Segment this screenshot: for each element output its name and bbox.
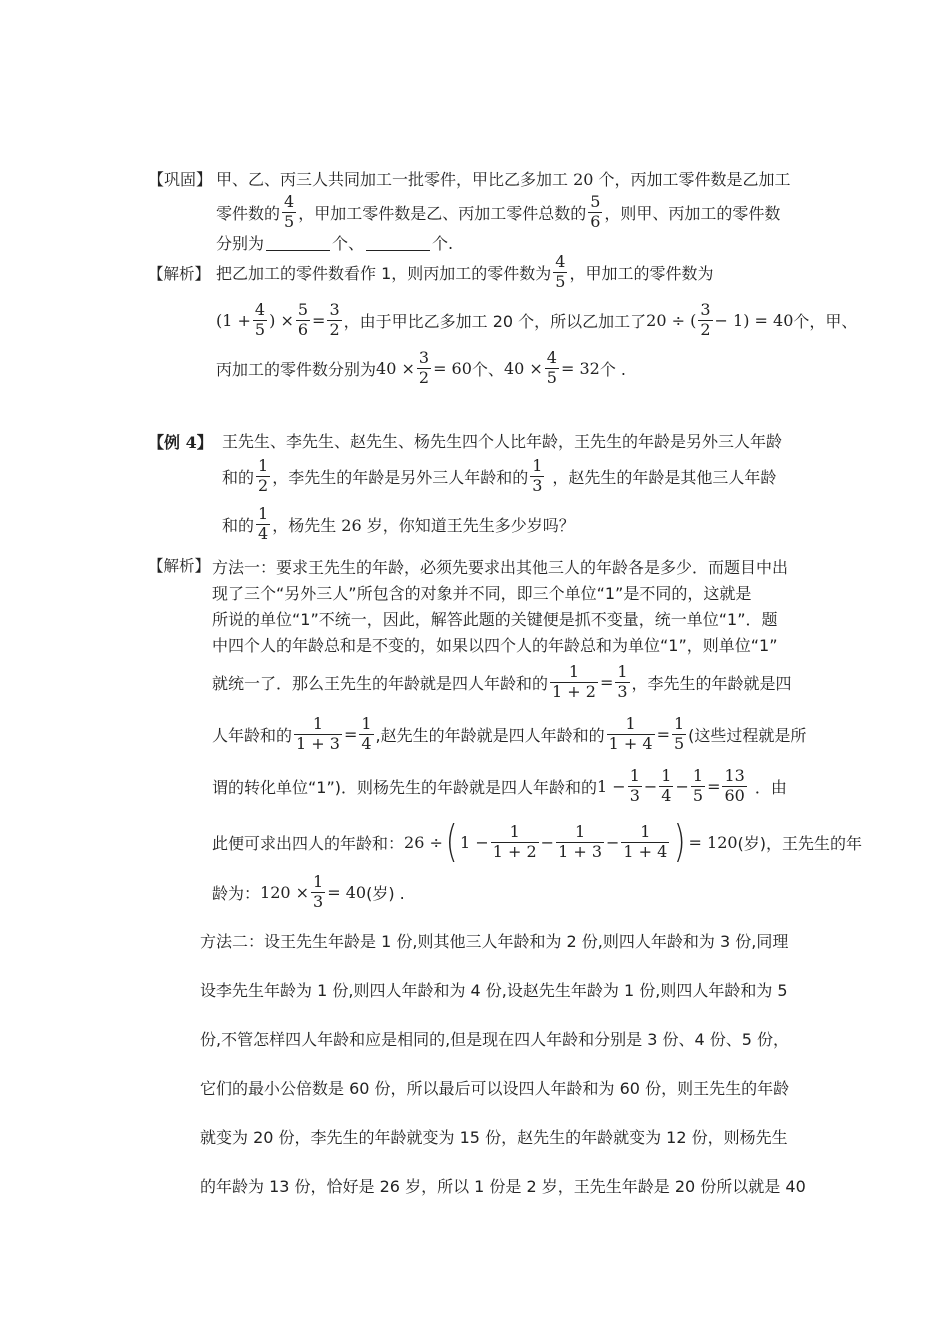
method2-line-3: 份,不管怎样四人年龄和应是相同的,但是现在四人年龄和分别是 3 份、4 份、5 份， — [200, 1029, 790, 1049]
jiexi2-line-5: 就统一了．那么王先生的年龄就是四人年龄和的 $\frac{1}{1 + 2}$ = $\frac{1}{3}$ ，李先生的年龄就是四 — [212, 661, 792, 701]
jiexi2-line-9: 龄为： 120 × $\frac{1}{3}$ = 40 (岁) . — [212, 871, 405, 911]
jiexi2-line-1: 方法一：要求王先生的年龄，必须先要求出其他三人的年龄各是多少．而题目中出 — [212, 557, 789, 577]
li4-line-1: 王先生、李先生、赵先生、杨先生四个人比年龄，王先生的年龄是另外三人年龄 — [222, 431, 783, 451]
answer-blank-2[interactable] — [366, 234, 430, 251]
gonggu-line-1: 甲、乙、丙三人共同加工一批零件，甲比乙多加工 20 个，丙加工零件数是乙加工 — [216, 169, 791, 189]
jiexi1-line-1: 把乙加工的零件数看作 1，则丙加工的零件数为 $\frac{4}{5}$ ，甲加工的零件数为 — [216, 251, 714, 291]
method2-line-4: 它们的最小公倍数是 60 份，所以最后可以设四人年龄和为 60 份，则王先生的年龄 — [200, 1078, 790, 1098]
right-paren-icon: ) — [673, 816, 686, 867]
answer-blank-1[interactable] — [266, 234, 330, 251]
jiexi2-line-8: 此便可求出四人的年龄和： 26 ÷ ( 1 − $\frac{1}{1 + 2}$ − $\frac{1}{1 + 3}$ − $\frac{1}{1 + 4}$ ) = 120 (岁)，王先生的年 — [212, 816, 863, 867]
gonggu-line-2: 零件数的 $\frac{4}{5}$ ，甲加工零件数是乙、丙加工零件总数的 $\frac{5}{6}$ ，则甲、丙加工的零件数 — [216, 191, 781, 231]
jiexi2-line-4: 中四个人的年龄总和是不变的，如果以四个人的年龄总和为单位“1”，则单位“1” — [212, 635, 778, 655]
li4-line-2: 和的 $\frac{1}{2}$ ，李先生的年龄是另外三人年龄和的 $\frac{1}{3}$ ，赵先生的年龄是其他三人年龄 — [222, 455, 777, 495]
li4-tag: 【例 4】 — [148, 433, 213, 452]
gonggu-tag: 【巩固】 — [148, 170, 213, 189]
li4-line-3: 和的 $\frac{1}{4}$ ，杨先生 26 岁，你知道王先生多少岁吗？ — [222, 503, 575, 543]
fraction-5-6: $\frac{5}{6}$ — [590, 191, 601, 231]
left-paren-icon: ( — [445, 816, 458, 867]
jiexi2-line-7: 谓的转化单位“1”)．则杨先生的年龄就是四人年龄和的 1 − $\frac{1}{3}$ − $\frac{1}{4}$ − $\frac{1}{5}$ = $\frac{13}{60}$ ．由 — [212, 765, 787, 805]
jiexi2-line-2: 现了三个“另外三人”所包含的对象并不同，即三个单位“1”是不同的，这就是 — [212, 583, 752, 603]
jiexi1-line-3: 丙加工的零件数分别为 40 × $\frac{3}{2}$ = 60 个、 40 × $\frac{4}{5}$ = 32 个 . — [216, 347, 627, 387]
jiexi1-line-2: (1 + $\frac{4}{5}$ ) × $\frac{5}{6}$ = $\frac{3}{2}$ ，由于甲比乙多加工 20 个，所以乙加工了 20 ÷ ( $\frac{3}{2}$ − 1) = 40 个，甲、 — [216, 299, 858, 339]
method2-line-2: 设李先生年龄为 1 份,则四人年龄和为 4 份,设赵先生年龄为 1 份,则四人年龄和为 5 — [200, 980, 788, 1000]
gonggu-line-3: 分别为 个、 个. — [216, 233, 454, 253]
jiexi1-tag: 【解析】 — [148, 265, 211, 283]
jiexi2-line-3: 所说的单位“1”不统一，因此，解答此题的关键便是抓不变量，统一单位“1”．题 — [212, 609, 778, 629]
method2-line-5: 就变为 20 份，李先生的年龄就变为 15 份，赵先生的年龄就变为 12 份，则杨先生 — [200, 1127, 788, 1147]
method2-line-1: 方法二：设王先生年龄是 1 份,则其他三人年龄和为 2 份,则四人年龄和为 3 份,同理 — [200, 931, 789, 951]
jiexi2-line-6: 人年龄和的 $\frac{1}{1 + 3}$ = $\frac{1}{4}$ ,赵先生的年龄就是四人年龄和的 $\frac{1}{1 + 4}$ = $\frac{1}{5}$ (这些过程就是所 — [212, 713, 807, 753]
method2-line-6: 的年龄为 13 份，恰好是 26 岁，所以 1 份是 2 岁，王先生年龄是 20 份所以就是 40 — [200, 1176, 806, 1196]
jiexi2-tag: 【解析】 — [148, 557, 211, 575]
fraction-4-5: $\frac{4}{5}$ — [284, 191, 295, 231]
